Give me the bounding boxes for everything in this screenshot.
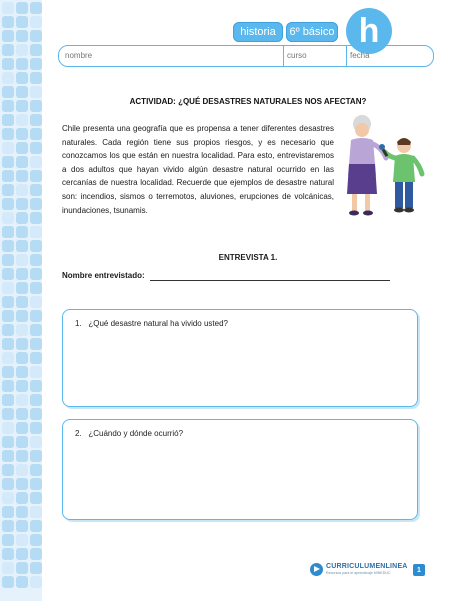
- pattern-square: [30, 450, 42, 462]
- pattern-square: [16, 114, 28, 126]
- side-pattern: [2, 2, 42, 588]
- grandmother-child-illustration: [338, 112, 430, 222]
- pattern-square: [30, 478, 42, 490]
- pattern-square: [16, 128, 28, 140]
- question-1-text: ¿Qué desastre natural ha vivido usted?: [88, 319, 228, 328]
- pattern-square: [30, 562, 42, 574]
- pattern-square: [16, 422, 28, 434]
- pattern-square: [30, 408, 42, 420]
- course-field-label: curso: [287, 51, 307, 60]
- pattern-square: [16, 478, 28, 490]
- pattern-square: [2, 464, 14, 476]
- pattern-square: [2, 520, 14, 532]
- student-info-bar: [58, 45, 434, 67]
- pattern-square: [2, 58, 14, 70]
- activity-title: ACTIVIDAD: ¿QUÉ DESASTRES NATURALES NOS AFECTAN?: [129, 97, 367, 106]
- pattern-square: [16, 338, 28, 350]
- pattern-square: [16, 72, 28, 84]
- pattern-square: [16, 548, 28, 560]
- pattern-square: [16, 156, 28, 168]
- question-2-answer-box[interactable]: [62, 419, 418, 520]
- pattern-square: [2, 226, 14, 238]
- pattern-square: [16, 408, 28, 420]
- pattern-square: [2, 198, 14, 210]
- pattern-square: [2, 170, 14, 182]
- pattern-square: [2, 30, 14, 42]
- pattern-square: [30, 240, 42, 252]
- pattern-square: [30, 44, 42, 56]
- pattern-square: [30, 30, 42, 42]
- pattern-square: [2, 240, 14, 252]
- pattern-square: [2, 72, 14, 84]
- pattern-square: [2, 184, 14, 196]
- pattern-square: [30, 436, 42, 448]
- pattern-square: [30, 16, 42, 28]
- pattern-square: [16, 198, 28, 210]
- info-divider: [346, 46, 347, 66]
- footer-logo: [310, 561, 410, 579]
- pattern-square: [30, 506, 42, 518]
- pattern-square: [2, 114, 14, 126]
- pattern-square: [2, 156, 14, 168]
- pattern-square: [16, 268, 28, 280]
- play-icon: [310, 563, 323, 576]
- pattern-square: [16, 142, 28, 154]
- pattern-square: [30, 114, 42, 126]
- info-divider: [283, 46, 284, 66]
- pattern-square: [16, 366, 28, 378]
- pattern-square: [2, 548, 14, 560]
- pattern-square: [30, 170, 42, 182]
- pattern-square: [30, 100, 42, 112]
- pattern-square: [30, 324, 42, 336]
- pattern-square: [16, 506, 28, 518]
- question-2-number: 2.: [75, 429, 82, 438]
- pattern-square: [16, 254, 28, 266]
- pattern-square: [16, 184, 28, 196]
- pattern-square: [16, 240, 28, 252]
- date-field-label: fecha: [350, 51, 370, 60]
- pattern-square: [16, 464, 28, 476]
- pattern-square: [16, 16, 28, 28]
- pattern-square: [30, 142, 42, 154]
- pattern-square: [30, 366, 42, 378]
- question-1: [75, 319, 228, 328]
- grade-label: 6º básico: [289, 26, 335, 38]
- pattern-square: [30, 352, 42, 364]
- pattern-square: [16, 324, 28, 336]
- pattern-square: [30, 198, 42, 210]
- pattern-square: [16, 58, 28, 70]
- pattern-square: [16, 296, 28, 308]
- grade-tab: [286, 22, 338, 42]
- pattern-square: [2, 478, 14, 490]
- question-2: [75, 429, 183, 438]
- pattern-square: [16, 450, 28, 462]
- pattern-square: [16, 436, 28, 448]
- pattern-square: [2, 310, 14, 322]
- pattern-square: [2, 282, 14, 294]
- footer-tagline: Recursos para el aprendizaje MINEDUC: [326, 571, 391, 575]
- subject-tab: [233, 22, 283, 42]
- pattern-square: [16, 170, 28, 182]
- pattern-square: [16, 44, 28, 56]
- pattern-square: [30, 282, 42, 294]
- pattern-square: [16, 212, 28, 224]
- pattern-square: [2, 212, 14, 224]
- pattern-square: [2, 324, 14, 336]
- pattern-square: [30, 226, 42, 238]
- pattern-square: [2, 422, 14, 434]
- pattern-square: [30, 296, 42, 308]
- page-number: 1: [413, 564, 425, 576]
- question-1-answer-box[interactable]: [62, 309, 418, 407]
- pattern-square: [16, 562, 28, 574]
- pattern-square: [30, 268, 42, 280]
- pattern-square: [2, 492, 14, 504]
- pattern-square: [16, 226, 28, 238]
- pattern-square: [30, 394, 42, 406]
- pattern-square: [30, 338, 42, 350]
- pattern-square: [30, 492, 42, 504]
- pattern-square: [2, 534, 14, 546]
- pattern-square: [30, 86, 42, 98]
- question-2-text: ¿Cuándo y dónde ocurrió?: [88, 429, 184, 438]
- pattern-square: [30, 310, 42, 322]
- pattern-square: [2, 142, 14, 154]
- pattern-square: [2, 380, 14, 392]
- pattern-square: [16, 30, 28, 42]
- interviewee-name-line[interactable]: [150, 280, 390, 281]
- interview-title: ENTREVISTA 1.: [218, 253, 278, 262]
- pattern-square: [2, 100, 14, 112]
- pattern-square: [16, 576, 28, 588]
- pattern-square: [30, 464, 42, 476]
- pattern-square: [16, 492, 28, 504]
- pattern-square: [30, 254, 42, 266]
- pattern-square: [30, 548, 42, 560]
- pattern-square: [2, 268, 14, 280]
- pattern-square: [2, 436, 14, 448]
- interviewee-name-label: Nombre entrevistado:: [62, 271, 145, 280]
- pattern-square: [30, 58, 42, 70]
- pattern-square: [30, 72, 42, 84]
- pattern-square: [16, 394, 28, 406]
- pattern-square: [16, 534, 28, 546]
- pattern-square: [16, 520, 28, 532]
- question-1-number: 1.: [75, 319, 82, 328]
- pattern-square: [30, 520, 42, 532]
- pattern-square: [2, 2, 14, 14]
- pattern-square: [30, 534, 42, 546]
- pattern-square: [30, 2, 42, 14]
- pattern-square: [2, 254, 14, 266]
- pattern-square: [2, 450, 14, 462]
- pattern-square: [2, 506, 14, 518]
- pattern-square: [30, 212, 42, 224]
- logo-letter: h: [358, 12, 380, 50]
- pattern-square: [16, 2, 28, 14]
- footer-brand: CURRICULUMENLINEA: [326, 563, 408, 570]
- pattern-square: [2, 86, 14, 98]
- side-decoration: [0, 0, 42, 601]
- pattern-square: [2, 128, 14, 140]
- pattern-square: [2, 44, 14, 56]
- pattern-square: [16, 310, 28, 322]
- pattern-square: [16, 86, 28, 98]
- pattern-square: [30, 128, 42, 140]
- pattern-square: [2, 394, 14, 406]
- pattern-square: [30, 156, 42, 168]
- pattern-square: [30, 422, 42, 434]
- subject-label: historia: [240, 26, 276, 38]
- activity-intro: Chile presenta una geografía que es propensa a tener diferentes desastres naturales. Cada región tiene sus propios riesgos, y es necesario que conozcamos los que están en nuestra localidad. Para esto, entrevistaremos a dos adultos que hayan vivido algún desastre natural ocurrido en las cercanías de nuestra localidad. Recuerde que ejemplos de desastre natural son: incendios, sismos o terremotos, aluviones, erupciones de volcánicas, inundaciones, tsunamis.: [62, 124, 334, 215]
- pattern-square: [30, 184, 42, 196]
- name-field-label: nombre: [65, 51, 93, 60]
- pattern-square: [30, 380, 42, 392]
- pattern-square: [16, 380, 28, 392]
- pattern-square: [16, 282, 28, 294]
- pattern-square: [16, 352, 28, 364]
- pattern-square: [2, 16, 14, 28]
- pattern-square: [2, 576, 14, 588]
- pattern-square: [2, 296, 14, 308]
- pattern-square: [2, 408, 14, 420]
- pattern-square: [2, 338, 14, 350]
- pattern-square: [2, 366, 14, 378]
- pattern-square: [30, 576, 42, 588]
- pattern-square: [2, 562, 14, 574]
- pattern-square: [16, 100, 28, 112]
- pattern-square: [2, 352, 14, 364]
